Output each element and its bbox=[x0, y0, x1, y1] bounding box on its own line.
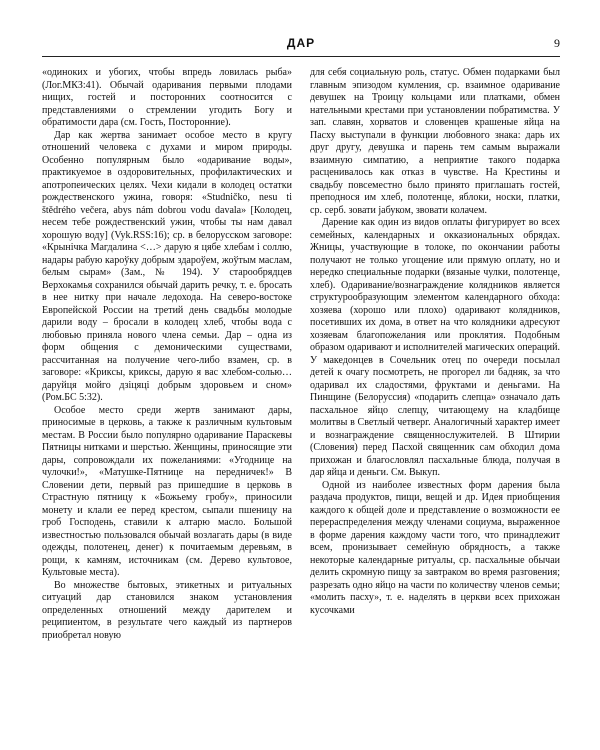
page-header bbox=[42, 34, 560, 57]
paragraph: Дарение как один из видов оплаты фигурирует во всех семейных, календарных и окказиональных обрядах. Жницы, участвующие в толоке, по окончании работы получают не только угощение или прямую оплату, но и нередко специальные подарки (вязаные чулки, полотенце, хлеб). Одаривание/вознаграждение колядников является структурообразующим элементом календарного обхода: хозяева (хорошо или плохо) одаривают колядников, посетивших их дома, в ответ на что колядники адресуют хозяевам благопожелания или проклятия. Подобным образом одаривают и исполнителей магических операций. У македонцев в Сочельник отец по очереди посылал детей к очагу посмотреть, не прогорел ли бадняк, за что одаривал их сладостями, фруктами и деньгами. На Пинщине (Белоруссия) «подарить слепца» означало дать пасхальное яйцо слепцу, читающему на кладбище молитвы в Светлый четверг. Аналогичный характер имеет и вознаграждение священнослужителей. В Штирии (Словения) перед Пасхой священник сам обходил дома прихожан и благословлял пасхальные блюда, получая в дар яйца и деньги. См. Выкуп. bbox=[310, 217, 560, 478]
paragraph: для себя социальную роль, статус. Обмен подарками был главным эпизодом кумления, ср. взаимное одаривание девушек на Троицу кольцами или платками, обмен нательными крестами при установлении побратимства. У зап. славян, хорватов и словенцев крашеные яйца на Пасху выступали в функции любовного знака: дарь их друг другу, девушка и парень тем самым выражали взаимную симпатию, а неприятие такого подарка расценивалось как отказ в чувстве. На Крестины и свадьбу повсеместно было принято приглашать гостей, преподнося им хлеб, полотенце, яблоки, носки, платки, ср. серб. зовати јабуком, звовати колачем. bbox=[310, 67, 560, 216]
paragraph: Дар как жертва занимает особое место в кругу отношений человека с духами и миром природы. Особенно популярным было «одаривание воды», практикуемое в оздоровительных, профилактических и апотропеических целях. Чехи кидали в колодец остатки рождественского ужина, говоря: «Studničko, nesu ti štědrého večera, abys nám dobrou vodu davala» [Колодец, несем тебе рождественский ужин, чтобы ты нам давал хорошую воду] (Vyk.RSS:16); ср. в белорусском заговоре: «Крынічка Магдалина <…> дарую я цябе хлебам і соллю, надары рабую кароўку добрым здароўем, жоўтым маслам, белым сырам» (Зам., № 194). У старообрядцев Верхокамья сохранился обычай дарить речку, т. е. бросать в нее нитку при начале ледохода. На северо-востоке Европейской России на третий день свадьбы молодые дарили воду – бросали в колодец хлеб, чтобы вода с любовью приняла нового члена семьи. Дар – одна из форм общения с демоническими существами, рассчитанная на получение чего-либо взамен, ср. в заговоре: «Крикcы, крикcы, дарую я вас хлебом-солью… даруйця мойго дзіцяці добрым здоровьем и сном» (Ром.БС 5:32). bbox=[42, 129, 292, 403]
paragraph: Особое место среди жертв занимают дары, приносимые в церковь, а также к различным культовым местам. В России было популярно одаривание Параскевы Пятницы нитками и шерстью. Женщины, приносящие эти дары, сопровождали их пожеланиями: «Угоднице на чулочки!», «Матушке-Пятнице на передничек!» В Словении дети, первый раз пришедшие в церковь в Страстную пятницу к «Божьему гробу», приносили монету и клали ее перед крестом, сыпали пшеницу на гроб Господень, ставили к алтарю масло. Большой известностью пользовался обычай возлагать дары (в виде одежды, полотенец, денег) к почитаемым деревьям, в рощи, к камням, источникам (см. Дерево культовое, Культовые места). bbox=[42, 404, 292, 578]
paragraph: Во множестве бытовых, этикетных и ритуальных ситуаций дар становился знаком установления определенных отношений между дарителем и реципиентом, в результате чего каждый из партнеров приобретал новую bbox=[42, 579, 292, 641]
running-head: ДАР bbox=[286, 36, 316, 50]
right-column bbox=[310, 67, 560, 642]
left-column bbox=[42, 67, 292, 642]
page-number: 9 bbox=[554, 36, 560, 50]
paragraph: «одиноких и убогих, чтобы впредь ловилась рыба» (Лог.МКЗ:41). Обычай одаривания первыми плодами нищих, гостей и посторонних соотносится с представлениями о стремлении угодить Богу и обратимости дара (см. Гость, Посторонние). bbox=[42, 67, 292, 128]
paragraph: Одной из наиболее известных форм дарения была раздача продуктов, пищи, вещей и др. Идея приобщения каждого к общей доле и представление о возможности ее перераспределения между членами социума, выраженное в форме дарения каждому части того, что принадлежит всем, пронизывает семейную обрядность, а также некоторые календарные ритуалы, ср. пасхальные обычаи делить скромную пищу за завтраком во время разговения; разрезать одно яйцо на части по количеству членов семьи; «молить пасху», т. е. наделять в церкви всех прихожан кусочками bbox=[310, 479, 560, 616]
text-columns bbox=[42, 67, 560, 642]
